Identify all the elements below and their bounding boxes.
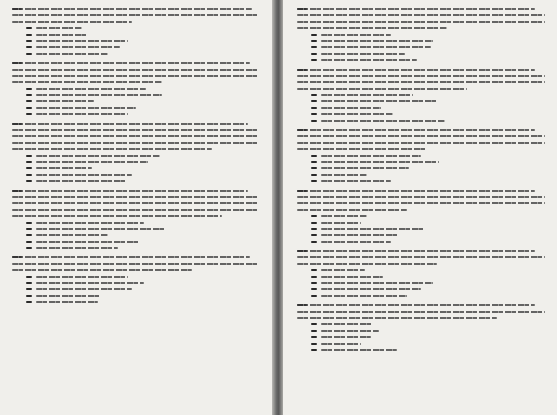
question-text	[297, 190, 535, 192]
answer-option	[26, 53, 263, 59]
question-text-line	[297, 196, 545, 198]
question-block	[12, 8, 263, 59]
question-text	[297, 129, 535, 131]
question-block	[297, 250, 547, 301]
question-text	[297, 304, 535, 306]
answer-options	[26, 155, 263, 187]
question-text	[12, 8, 252, 10]
answer-option	[26, 301, 263, 307]
question-text-line	[297, 75, 545, 77]
question-text-line	[297, 256, 545, 258]
answer-option	[26, 113, 263, 119]
question-text	[12, 123, 248, 125]
answer-option	[311, 59, 547, 65]
answer-options	[311, 34, 547, 66]
question-text-line	[12, 81, 162, 83]
answer-option	[311, 349, 547, 355]
answer-options	[311, 155, 547, 187]
question-text-line	[297, 148, 427, 150]
question-text-line	[12, 75, 258, 77]
answer-options	[311, 323, 547, 355]
answer-option	[311, 120, 547, 126]
question-text	[297, 8, 535, 10]
question-text-line	[12, 196, 258, 198]
page-body	[297, 8, 547, 355]
right-page	[283, 0, 557, 415]
question-text-line	[297, 202, 545, 204]
answer-option	[311, 295, 547, 301]
question-text-line	[297, 21, 545, 23]
question-text-line	[297, 209, 407, 211]
answer-options	[26, 88, 263, 120]
question-text-line	[297, 14, 545, 16]
question-block	[297, 304, 547, 355]
question-text-line	[297, 81, 545, 83]
question-text-line	[12, 129, 258, 131]
answer-options	[26, 222, 263, 254]
question-block	[12, 123, 263, 187]
page-body	[12, 8, 263, 308]
left-page	[0, 0, 272, 415]
question-block	[12, 62, 263, 120]
book-gutter	[272, 0, 283, 415]
question-text-line	[297, 27, 447, 29]
question-text-line	[12, 14, 258, 16]
question-text	[12, 190, 248, 192]
answer-option	[26, 247, 263, 253]
question-text-line	[12, 215, 222, 217]
question-text-line	[12, 209, 258, 211]
question-text-line	[297, 142, 545, 144]
answer-option	[311, 180, 547, 186]
answer-options	[311, 215, 547, 247]
question-block	[297, 69, 547, 127]
question-text-line	[12, 269, 192, 271]
question-text-line	[297, 311, 545, 313]
question-text-line	[297, 135, 545, 137]
question-text-line	[12, 21, 132, 23]
question-block	[12, 190, 263, 254]
answer-options	[26, 276, 263, 308]
question-block	[12, 256, 263, 307]
question-text-line	[12, 142, 258, 144]
answer-options	[26, 27, 263, 59]
question-text-line	[297, 88, 467, 90]
question-text	[12, 256, 250, 258]
question-text-line	[12, 148, 212, 150]
question-block	[297, 190, 547, 248]
question-text	[297, 69, 535, 71]
answer-options	[311, 94, 547, 126]
question-text-line	[12, 202, 258, 204]
question-text	[297, 250, 535, 252]
answer-option	[26, 180, 263, 186]
question-block	[297, 8, 547, 66]
question-text-line	[12, 263, 258, 265]
answer-option	[311, 241, 547, 247]
question-text-line	[297, 263, 437, 265]
question-text-line	[12, 69, 258, 71]
answer-options	[311, 269, 547, 301]
question-block	[297, 129, 547, 187]
question-text-line	[12, 135, 258, 137]
question-text	[12, 62, 250, 64]
question-text-line	[297, 317, 497, 319]
